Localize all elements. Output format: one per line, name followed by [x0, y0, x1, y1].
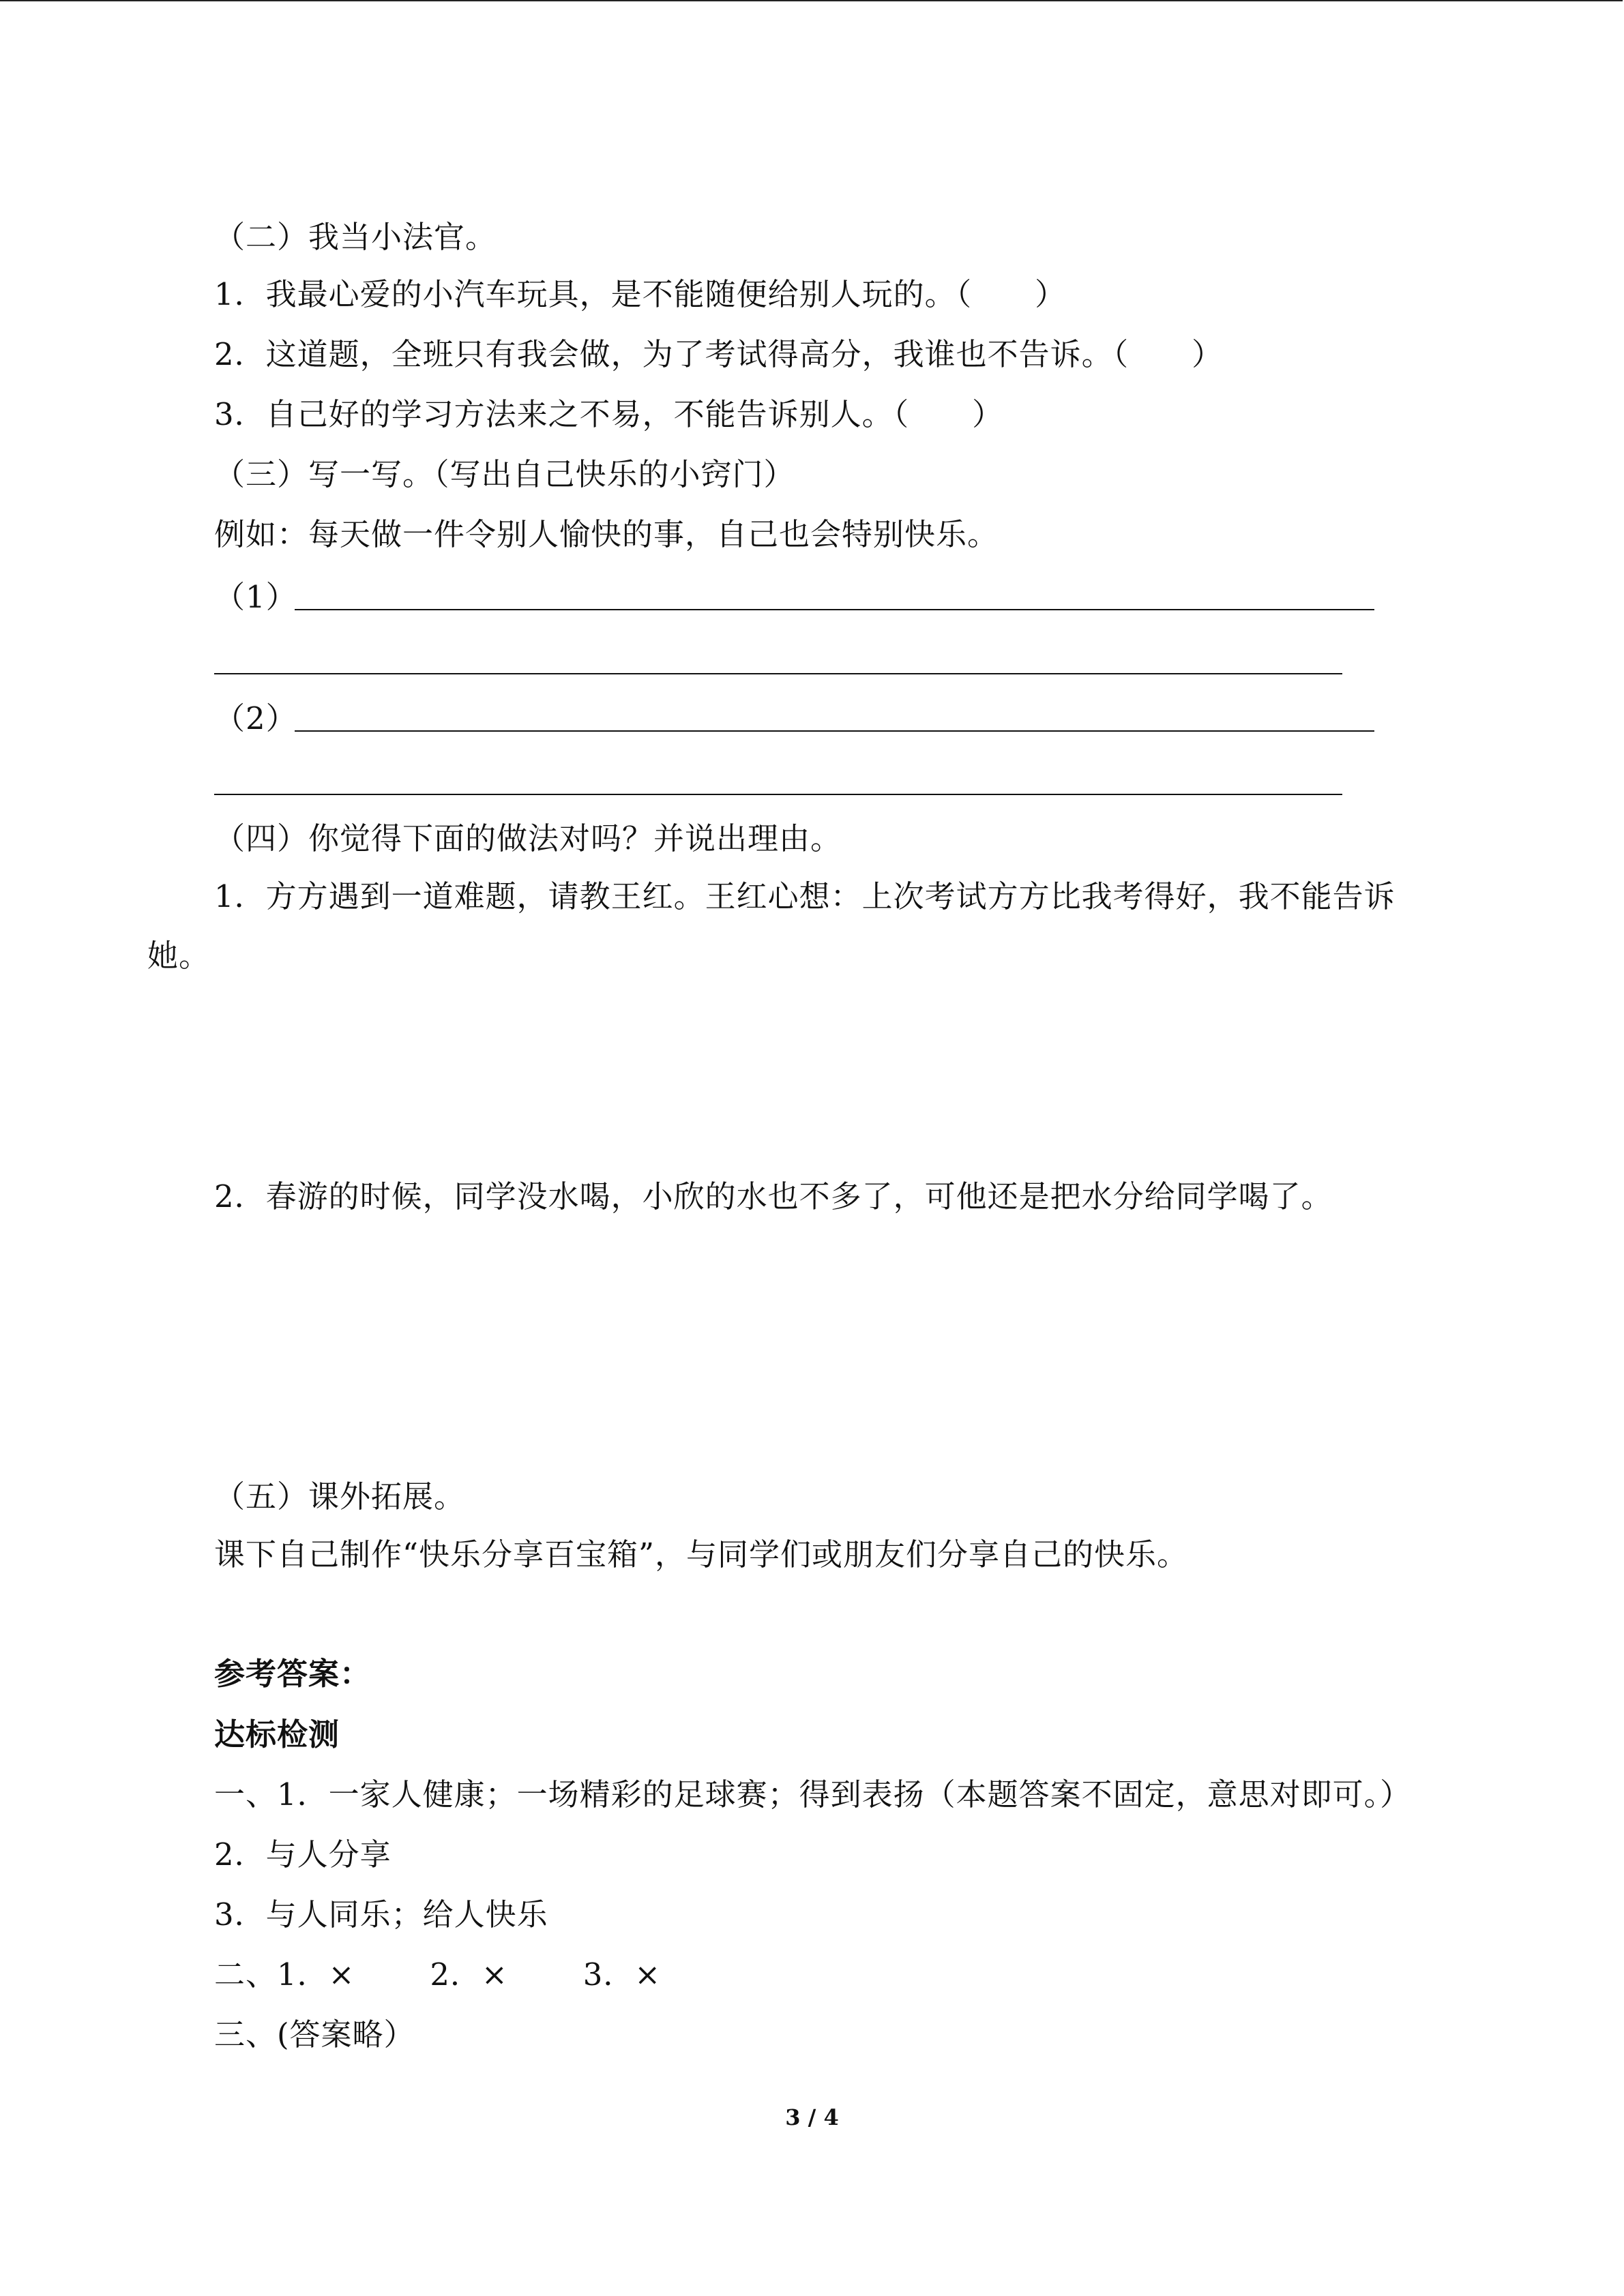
- section4-heading: （四）你觉得下面的做法对吗？并说出理由。: [214, 820, 842, 856]
- answers-title: 参考答案：: [214, 1656, 372, 1692]
- section2-question-1: 1．我最心爱的小汽车玩具，是不能随便给别人玩的。（ ）: [214, 276, 1067, 312]
- section4-question-2: 2．春游的时候，同学没水喝，小欣的水也不多了，可他还是把水分给同学喝了。: [214, 1178, 1333, 1214]
- answer-4-item-2: 2．×: [430, 1956, 508, 1993]
- section2-heading: （二）我当小法官。: [214, 219, 497, 255]
- answer-4: [214, 1954, 661, 1995]
- answer-line-2a[interactable]: [295, 730, 1374, 732]
- answer-4-item-3: 3．×: [582, 1956, 662, 1993]
- answer-line-1a[interactable]: [295, 609, 1374, 610]
- answer-1: 一、1．一家人健康；一场精彩的足球赛；得到表扬（本题答案不固定，意思对即可。）: [214, 1776, 1412, 1813]
- section4-question-1-line-2: 她。: [147, 938, 211, 974]
- section2-question-3: 3．自己好的学习方法来之不易，不能告诉别人。（ ）: [214, 396, 1004, 432]
- section4-question-1-line-1: 1．方方遇到一道难题，请教王红。王红心想：上次考试方方比我考得好，我不能告诉: [214, 878, 1396, 914]
- answer-4-item-1: 二、1．×: [214, 1956, 355, 1993]
- answer-3: 3．与人同乐；给人快乐: [214, 1896, 548, 1933]
- answers-subtitle: 达标检测: [214, 1716, 340, 1753]
- answer-item-1-label: （1）: [214, 579, 297, 615]
- section5-text: 课下自己制作“快乐分享百宝箱”，与同学们或朋友们分享自己的快乐。: [214, 1536, 1189, 1572]
- section5-heading: （五）课外拓展。: [214, 1478, 466, 1515]
- page-number: 3 / 4: [785, 2104, 839, 2130]
- answer-5: 三、(答案略）: [214, 2016, 415, 2053]
- answer-line-2b[interactable]: [214, 794, 1342, 795]
- section3-example: 例如：每天做一件令别人愉快的事，自己也会特别快乐。: [214, 516, 999, 552]
- answer-line-1b[interactable]: [214, 673, 1342, 674]
- answer-item-2-label: （2）: [214, 700, 297, 736]
- answer-2: 2．与人分享: [214, 1836, 392, 1873]
- section2-question-2: 2．这道题，全班只有我会做，为了考试得高分，我谁也不告诉。（ ）: [214, 336, 1224, 372]
- section3-heading: （三）写一写。（写出自己快乐的小窍门）: [214, 456, 795, 492]
